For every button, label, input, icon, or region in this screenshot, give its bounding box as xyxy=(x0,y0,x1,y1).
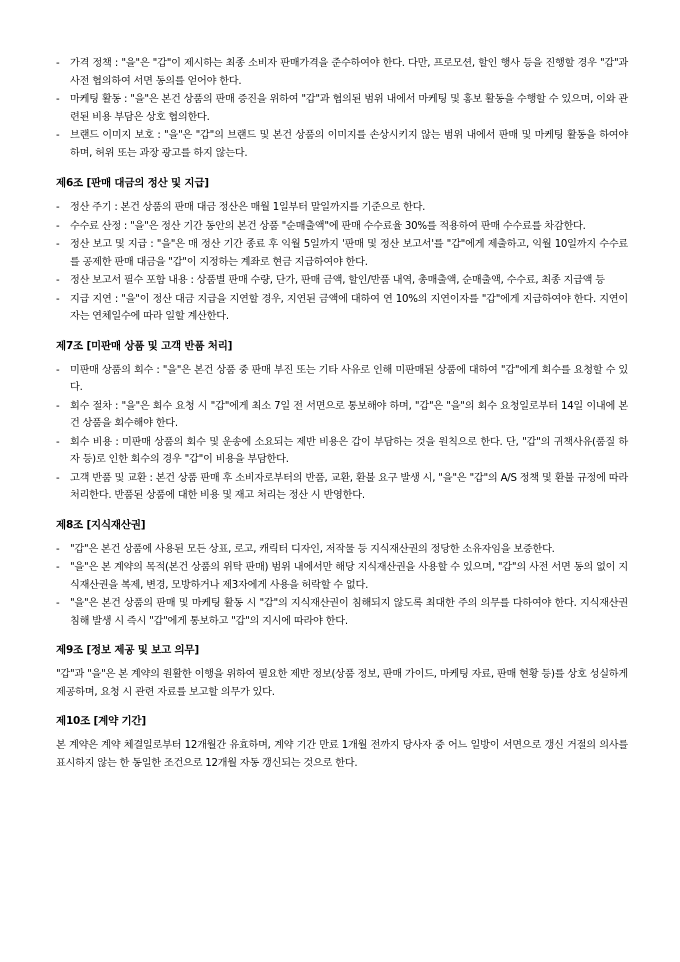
list-item-text: 지급 지연 : "을"이 정산 대금 지급을 지연할 경우, 지연된 금액에 대하여 연 10%의 지연이자를 "갑"에게 지급하여야 한다. 지연이자는 연체일수에 따라 일할 계산한다. xyxy=(70,293,628,323)
list-item xyxy=(56,91,628,126)
list-item xyxy=(56,291,628,326)
article-8 xyxy=(56,518,628,630)
list-item-text: "을"은 본건 상품의 판매 및 마케팅 활동 시 "갑"의 지식재산권이 침해되지 않도록 최대한 주의 의무를 다하여야 한다. 지식재산권 침해 발생 시 즉시 "갑"에게 통보하고 "갑"의 지시에 따라야 한다. xyxy=(70,598,628,627)
list-item-text: "갑"은 본건 상품에 사용된 모든 상표, 로고, 캐릭터 디자인, 저작물 등 지식재산권의 정당한 소유자임을 보증한다. xyxy=(70,543,555,555)
list-item xyxy=(56,434,628,469)
list-item xyxy=(56,218,628,236)
list-item-text: 정산 보고 및 지급 : "을"은 매 정산 기간 종료 후 익월 5일까지 '판매 및 정산 보고서'를 "갑"에게 제출하고, 익월 10일까지 수수료를 공제한 판매 대금을 "갑"이 지정하는 계좌로 현금 지급하여야 한다. xyxy=(70,239,628,268)
list-item-text: 마케팅 활동 : "을"은 본건 상품의 판매 증진을 위하여 "갑"과 협의된 범위 내에서 마케팅 및 홍보 활동을 수행할 수 있으며, 이와 관련된 비용 부담은 상호 협의한다. xyxy=(70,94,628,123)
article-heading: 제7조 [미판매 상품 및 고객 반품 처리] xyxy=(56,339,233,352)
bullet-marker: - xyxy=(56,220,60,232)
list-item xyxy=(56,55,628,90)
bullet-marker: - xyxy=(56,472,60,484)
list-item-text: 수수료 산정 : "을"은 정산 기간 동안의 본건 상품 "순매출액"에 판매 수수료율 30%를 적용하여 판매 수수료를 차감한다. xyxy=(70,220,586,232)
article-6 xyxy=(56,176,628,326)
list-item xyxy=(56,199,628,217)
list-item-text: 정산 보고서 필수 포함 내용 : 상품별 판매 수량, 단가, 판매 금액, 할인/반품 내역, 총매출액, 순매출액, 수수료, 최종 지급액 등 xyxy=(70,275,605,287)
list-item-text: "을"은 본 계약의 목적(본건 상품의 위탁 판매) 범위 내에서만 해당 지식재산권을 사용할 수 있으며, "갑"의 사전 서면 동의 없이 지식재산권을 복제, 변경, 모방하거나 제3자에게 사용을 허락할 수 없다. xyxy=(70,562,628,591)
list-item xyxy=(56,559,628,594)
bullet-marker: - xyxy=(56,275,60,287)
bullet-marker: - xyxy=(56,293,60,305)
list-item-text: 미판매 상품의 회수 : "을"은 본건 상품 중 판매 부진 또는 기타 사유로 인해 미판매된 상품에 대하여 "갑"에게 회수를 요청할 수 있다. xyxy=(70,364,628,394)
bullet-marker: - xyxy=(56,400,60,412)
top-clause-list xyxy=(56,55,628,162)
list-item-text: 가격 정책 : "을"은 "갑"이 제시하는 최종 소비자 판매가격을 준수하여야 한다. 다만, 프로모션, 할인 행사 등을 진행할 경우 "갑"과 사전 협의하여 서면 동의를 얻어야 한다. xyxy=(70,58,628,87)
article-heading: 제6조 [판매 대금의 정산 및 지급] xyxy=(56,177,209,190)
bullet-marker: - xyxy=(56,239,60,251)
article-clause-list xyxy=(56,541,628,631)
list-item xyxy=(56,362,628,397)
bullet-marker: - xyxy=(56,543,60,555)
list-item xyxy=(56,127,628,162)
continued-clause-block xyxy=(56,55,628,162)
list-item xyxy=(56,272,628,290)
article-paragraph: "갑"과 "을"은 본 계약의 원활한 이행을 위하여 필요한 제반 정보(상품 정보, 판매 가이드, 마케팅 자료, 판매 현황 등)를 상호 성실하게 제공하며, 요청 시 관련 자료를 보고할 의무가 있다. xyxy=(56,669,628,698)
list-item xyxy=(56,470,628,505)
list-item xyxy=(56,236,628,271)
bullet-marker: - xyxy=(56,436,60,448)
list-item-text: 브랜드 이미지 보호 : "을"은 "갑"의 브랜드 및 본건 상품의 이미지를 손상시키지 않는 범위 내에서 판매 및 마케팅 활동을 하여야 하며, 허위 또는 과장 광고를 하지 않는다. xyxy=(70,130,628,159)
bullet-marker: - xyxy=(56,562,60,574)
list-item xyxy=(56,541,628,559)
list-item-text: 정산 주기 : 본건 상품의 판매 대금 정산은 매월 1일부터 말일까지를 기준으로 한다. xyxy=(70,202,426,214)
bullet-marker: - xyxy=(56,94,60,106)
bullet-marker: - xyxy=(56,202,60,214)
article-10 xyxy=(56,714,628,772)
bullet-marker: - xyxy=(56,598,60,610)
article-heading: 제9조 [정보 제공 및 보고 의무] xyxy=(56,644,199,657)
list-item-text: 고객 반품 및 교환 : 본건 상품 판매 후 소비자로부터의 반품, 교환, 환불 요구 발생 시, "을"은 "갑"의 A/S 정책 및 환불 규정에 따라 처리한다. 반품된 상품에 대한 비용 및 재고 처리는 정산 시 반영한다. xyxy=(70,472,628,502)
article-heading: 제8조 [지식재산권] xyxy=(56,518,146,531)
bullet-marker: - xyxy=(56,130,60,142)
list-item-text: 회수 비용 : 미판매 상품의 회수 및 운송에 소요되는 제반 비용은 갑이 부담하는 것을 원칙으로 한다. 단, "갑"의 귀책사유(품질 하자 등)로 인한 회수의 경우 "갑"이 비용을 부담한다. xyxy=(70,436,628,466)
article-paragraph: 본 계약은 계약 체결일로부터 12개월간 유효하며, 계약 기간 만료 1개월 전까지 당사자 중 어느 일방이 서면으로 갱신 거절의 의사를 표시하지 않는 한 동일한 조건으로 12개월 자동 갱신되는 것으로 한다. xyxy=(56,740,628,769)
article-7 xyxy=(56,339,628,505)
list-item-text: 회수 절차 : "을"은 회수 요청 시 "갑"에게 최소 7일 전 서면으로 통보해야 하며, "갑"은 "을"의 회수 요청일로부터 14일 이내에 본건 상품을 회수해야 한다. xyxy=(70,400,628,430)
list-item xyxy=(56,398,628,433)
list-item xyxy=(56,595,628,630)
article-clause-list xyxy=(56,199,628,326)
article-9 xyxy=(56,643,628,701)
article-clause-list xyxy=(56,362,628,505)
article-heading: 제10조 [계약 기간] xyxy=(56,715,146,728)
bullet-marker: - xyxy=(56,58,60,69)
bullet-marker: - xyxy=(56,364,60,376)
